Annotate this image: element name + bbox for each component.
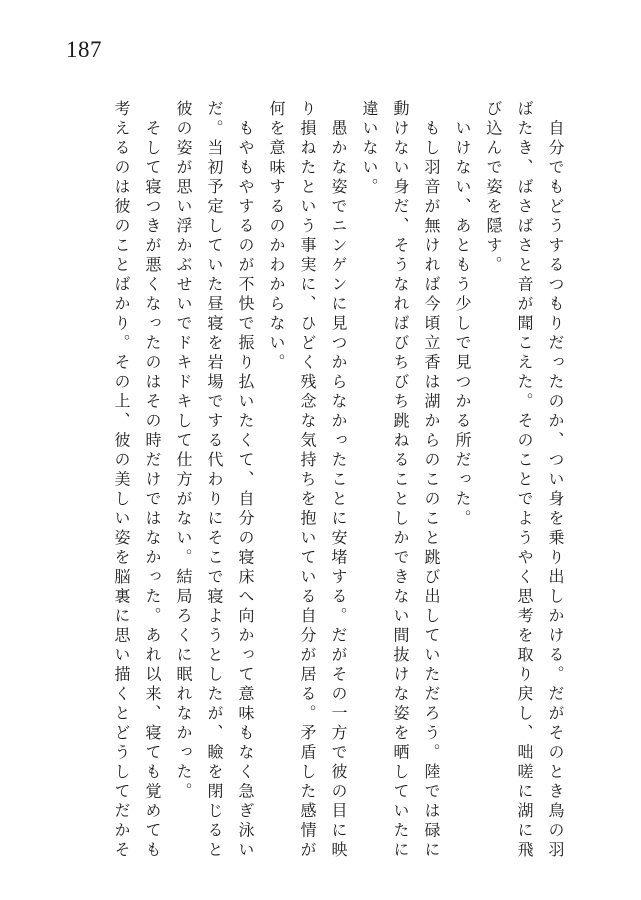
page-number: 187 [66,37,102,62]
body-text: 自分でもどうするつもりだったのか、つい身を乗り出しかける。だがそのとき鳥の羽 ばたき、ばさばさと音が聞こえた。そのことでようやく思考を取り戻し、咄嗟に湖に飛 び込んで姿を隠す。 いけない、あともう少しで見つかる所だった。 もし羽音が無ければ今頃立香は湖からのこのこと跳び出していただろう。陸では碌に 動けない身だ、そうなればびちびち跳ねることしかできない間抜けな姿を晒していたに 違いない。 愚かな姿でニンゲンに見つからなかったことに安堵する。だがその一方で彼の目に映 り損ねたという事実に、ひどく残念な気持ちを抱いている自分が居る。矛盾した感情が 何を意味するのかわからない。 もやもやするのが不快で振り払いたくて、自分の寝床へ向かって意味もなく急ぎ泳い だ。当初予定していた昼寝を岩場でする代わりにそこで寝ようとしたが、瞼を閉じると 彼の姿が思い浮かぶせいでドキドキして仕方がない。結局ろくに眠れなかった。 そして寝つきが悪くなったのはその時だけではなかった。あれ以来、寝ても覚めても 考えるのは彼のことばかり。その上、彼の美しい姿を脳裏に思い描くとどうしてだかそ [112,100,565,861]
